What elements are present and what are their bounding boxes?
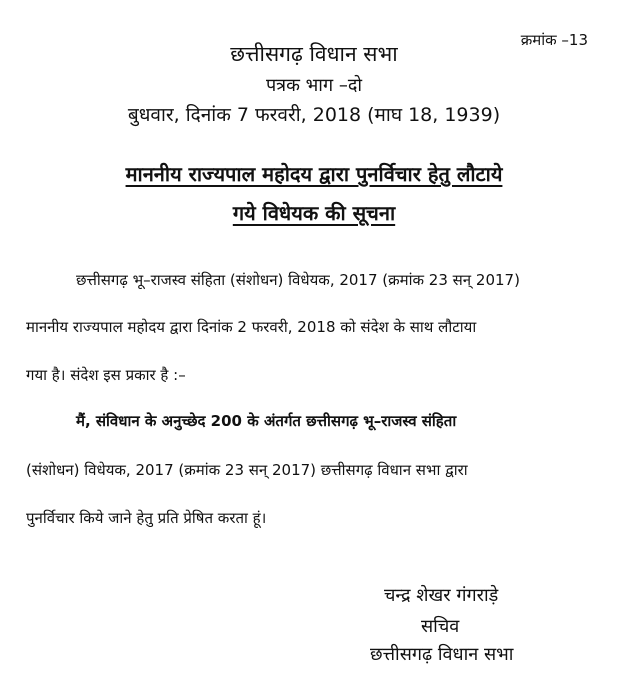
message-line1: मैं, संविधान के अनुच्छेद 200 के अंतर्गत छत्तीसगढ़ भू–राजस्व संहिता (76, 412, 457, 430)
message-line3: पुनर्विचार किये जाने हेतु प्रति प्रेषित करता हूं। (26, 509, 267, 527)
signatory-name: चन्द्र शेखर गंगराड़े (384, 585, 499, 606)
assembly-title: छत्तीसगढ़ विधान सभा (230, 42, 398, 66)
notice-heading-text2: गये विधेयक की सूचना (232, 201, 396, 225)
notice-heading-text1: माननीय राज्यपाल महोदय द्वारा पुनर्विचार हेतु लौटाये (125, 162, 503, 186)
notice-heading-line1 (0, 160, 628, 187)
paragraph1-line3: गया है। संदेश इस प्रकार है :– (26, 366, 186, 384)
notice-heading-line2 (0, 199, 628, 226)
date-line: बुधवार, दिनांक 7 फरवरी, 2018 (माघ 18, 1939) (127, 104, 501, 126)
signatory-title: सचिव (421, 616, 460, 637)
paragraph1-line2: माननीय राज्यपाल महोदय द्वारा दिनांक 2 फरवरी, 2018 को संदेश के साथ लौटाया (26, 318, 477, 336)
serial-number: क्रमांक –13 (520, 31, 588, 49)
paragraph1-line1: छत्तीसगढ़ भू–राजस्व संहिता (संशोधन) विधेयक, 2017 (क्रमांक 23 सन् 2017) (76, 271, 520, 289)
message-line2: (संशोधन) विधेयक, 2017 (क्रमांक 23 सन् 2017) छत्तीसगढ़ विधान सभा द्वारा (26, 461, 468, 479)
bulletin-part: पत्रक भाग –दो (265, 75, 363, 96)
signatory-organization: छत्तीसगढ़ विधान सभा (370, 644, 514, 665)
